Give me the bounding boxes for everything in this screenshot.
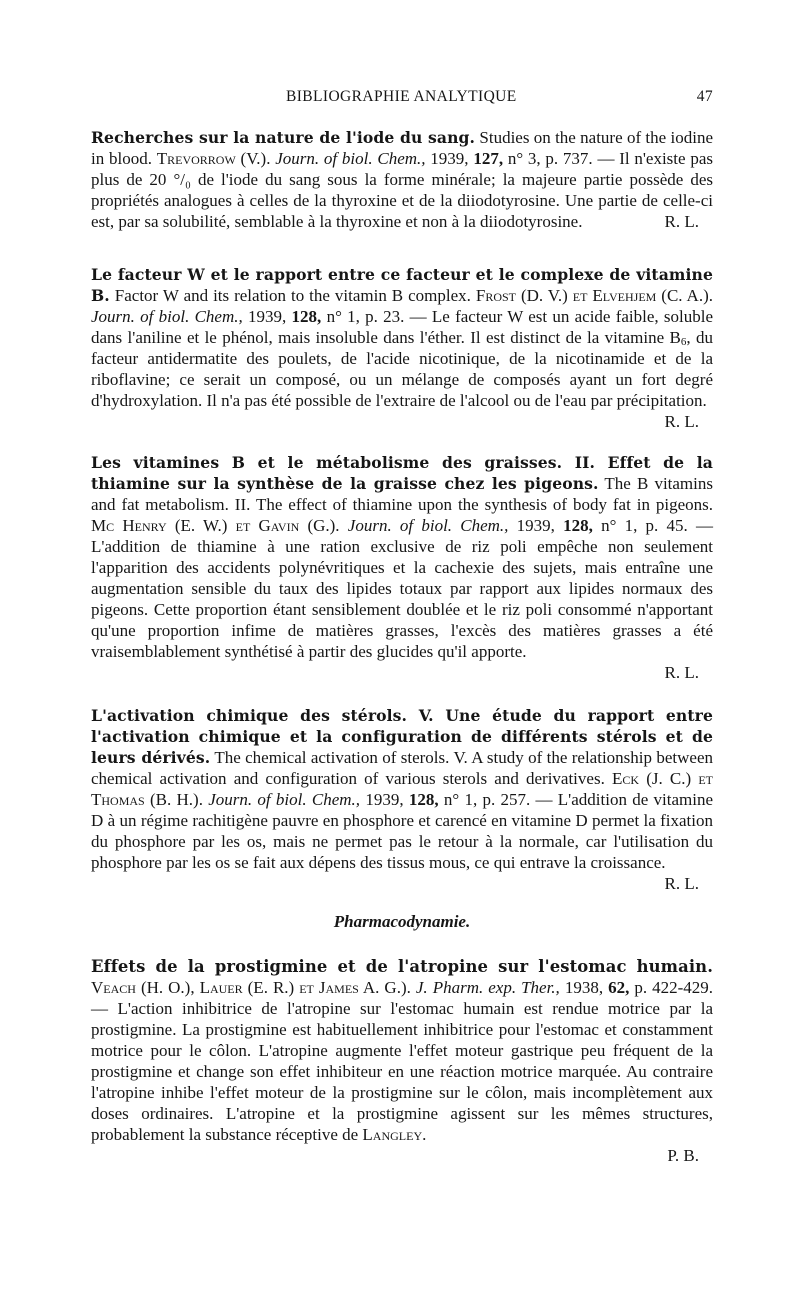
journal-year: 1939, (516, 516, 555, 535)
article-paragraph (91, 127, 713, 232)
author-reference: Langley. (362, 1125, 427, 1144)
article-body: — L'addition de thiamine à une ration exclusive de riz poli empêche non seulement l'apparition des accidents polynévritiques et la cachexie des sujets, mais entraîne une augmentation sensible du taux des lipides totaux par rapport aux lipides normaux des pigeons. Cette proportion étant sensiblement doublée et le riz poli consommé n'apportant qu'une proportion infime de matières grasses, l'excès des matières grasses a été vraisemblablement synthétisé à partir des glucides qu'il apporte. (91, 516, 713, 661)
article-signature: R. L. (664, 663, 699, 682)
journal-pages: n° 1, p. 23. (326, 307, 405, 326)
running-head (91, 88, 713, 108)
journal-year: 1938, (564, 978, 604, 997)
article-vitamins-fat (91, 452, 713, 683)
journal-year: 1939, (430, 149, 469, 168)
article-paragraph (91, 452, 713, 662)
journal-name: Journ. of biol. Chem., (208, 790, 361, 809)
english-title: Factor W and its relation to the vitamin B complex. (114, 286, 471, 305)
article-sterols (91, 705, 713, 894)
article-authors: Frost (D. V.) et Elvehjem (C. A.). (475, 286, 713, 305)
article-body: — Il n'existe pas plus de 20 °/₀ de l'iode du sang sous la forme minérale; la majeure partie possède des propriétés analogues à celles de la thyroxine et de la diiodotyrosine. Une partie de celle-ci est, par sa solubilité, semblable à la thyroxine et non à la diiodotyrosine. (91, 149, 713, 231)
english-title: The chemical activation of sterols. V. A study of the relationship between chemical activation and configuration of various sterols and derivatives. (91, 748, 713, 788)
article-heading: Recherches sur la nature de l'iode du sang. (91, 128, 476, 147)
article-paragraph (91, 956, 713, 1145)
journal-pages: n° 1, p. 45. (601, 516, 688, 535)
article-heading: Effets de la prostigmine et de l'atropine sur l'estomac humain. (91, 957, 713, 976)
article-signature: R. L. (664, 412, 699, 431)
article-paragraph (91, 705, 714, 893)
journal-name: Journ. of biol. Chem., (347, 516, 509, 535)
article-factor-w (91, 264, 713, 432)
journal-pages: p. 422-429. (634, 978, 714, 997)
article-signature: R. L. (664, 212, 699, 231)
article-body: — L'addition de vitamine D à un régime rachitigène pauvre en phosphore et carencé en vitamine D permet la fixation du phosphore par les os, mais ne permet pas le retour à la normale, car l'utilisation du phosphore par les os se fait aux dépens des tissus mous, ce qui entrave la croissance. (91, 790, 714, 872)
article-body: — Le facteur W est un acide faible, soluble dans l'aniline et le phénol, mais insoluble dans l'éther. Il est distinct de la vitamine B (91, 307, 714, 347)
journal-volume: 128, (408, 790, 439, 809)
article-iodine-blood (91, 127, 713, 232)
english-title: The B vitamins and fat metabolism. II. The effect of thiamine upon the synthesis of body fat in pigeons. (91, 474, 713, 514)
journal-name: J. Pharm. exp. Ther., (415, 978, 560, 997)
article-heading: Les vitamines B et le métabolisme des graisses. II. Effet de la thiamine sur la synthèse de la graisse chez les pigeons. (91, 453, 713, 493)
article-heading: Le facteur W et le rapport entre ce facteur et le complexe de vitamine B. (91, 265, 713, 305)
journal-year: 1939, (248, 307, 287, 326)
article-authors: Mc Henry (E. W.) et Gavin (G.). (91, 516, 340, 535)
journal-year: 1939, (365, 790, 404, 809)
article-authors: Trevorrow (V.). (156, 149, 271, 168)
article-paragraph (91, 264, 714, 431)
article-body-continued: , du facteur antidermatite des poulets, de l'acide nicotinique, de la nicotinamide et de la riboflavine; ce serait un composé, ou un mélange de composés ayant un fort degré d'hydroxylation. Il n'a pas été possible de l'extraire de l'alcool ou de l'eau par précipitation. (91, 328, 713, 410)
article-authors: Veach (H. O.), Lauer (E. R.) et James A. G.). (91, 978, 411, 997)
article-body: — L'action inhibitrice de l'atropine sur l'estomac humain est rendue motrice par la prostigmine. La prostigmine est habituellement inhibitrice pour l'estomac et constamment motrice pour le côlon. L'atropine augmente l'effet moteur gastrique peu fréquent de la prostigmine et change son effet inhibiteur en une réaction motrice marquée. Au contraire l'atropine inhibe l'effet moteur de la prostigmine sur le côlon, mais incomplètement aux doses ordinaires. L'atropine et la prostigmine agissent sur les mêmes structures, probablement la substance réceptive de (91, 999, 713, 1144)
article-signature: P. B. (667, 1146, 699, 1165)
journal-pages: n° 3, p. 737. (507, 149, 593, 168)
journal-volume: 127, (473, 149, 504, 168)
journal-name: Journ. of biol. Chem., (91, 307, 243, 326)
journal-volume: 128, (563, 516, 593, 535)
page-number: 47 (696, 88, 713, 105)
vitamin-subscript: 6 (680, 336, 687, 348)
article-authors: Eck (J. C.) et Thomas (B. H.). (91, 769, 713, 809)
article-signature: R. L. (664, 874, 699, 893)
journal-name: Journ. of biol. Chem., (275, 149, 426, 168)
article-prostigmine (91, 956, 713, 1166)
section-title: Pharmacodynamie. (333, 912, 471, 931)
journal-volume: 128, (291, 307, 322, 326)
journal-pages: n° 1, p. 257. (443, 790, 531, 809)
journal-volume: 62, (608, 978, 630, 997)
running-head-title: BIBLIOGRAPHIE ANALYTIQUE (286, 88, 517, 105)
english-title: Studies on the nature of the iodine in blood. (91, 128, 713, 168)
article-heading: L'activation chimique des stérols. V. Une étude du rapport entre l'activation chimique et la configuration de différents stérols et de leurs dérivés. (91, 706, 713, 767)
